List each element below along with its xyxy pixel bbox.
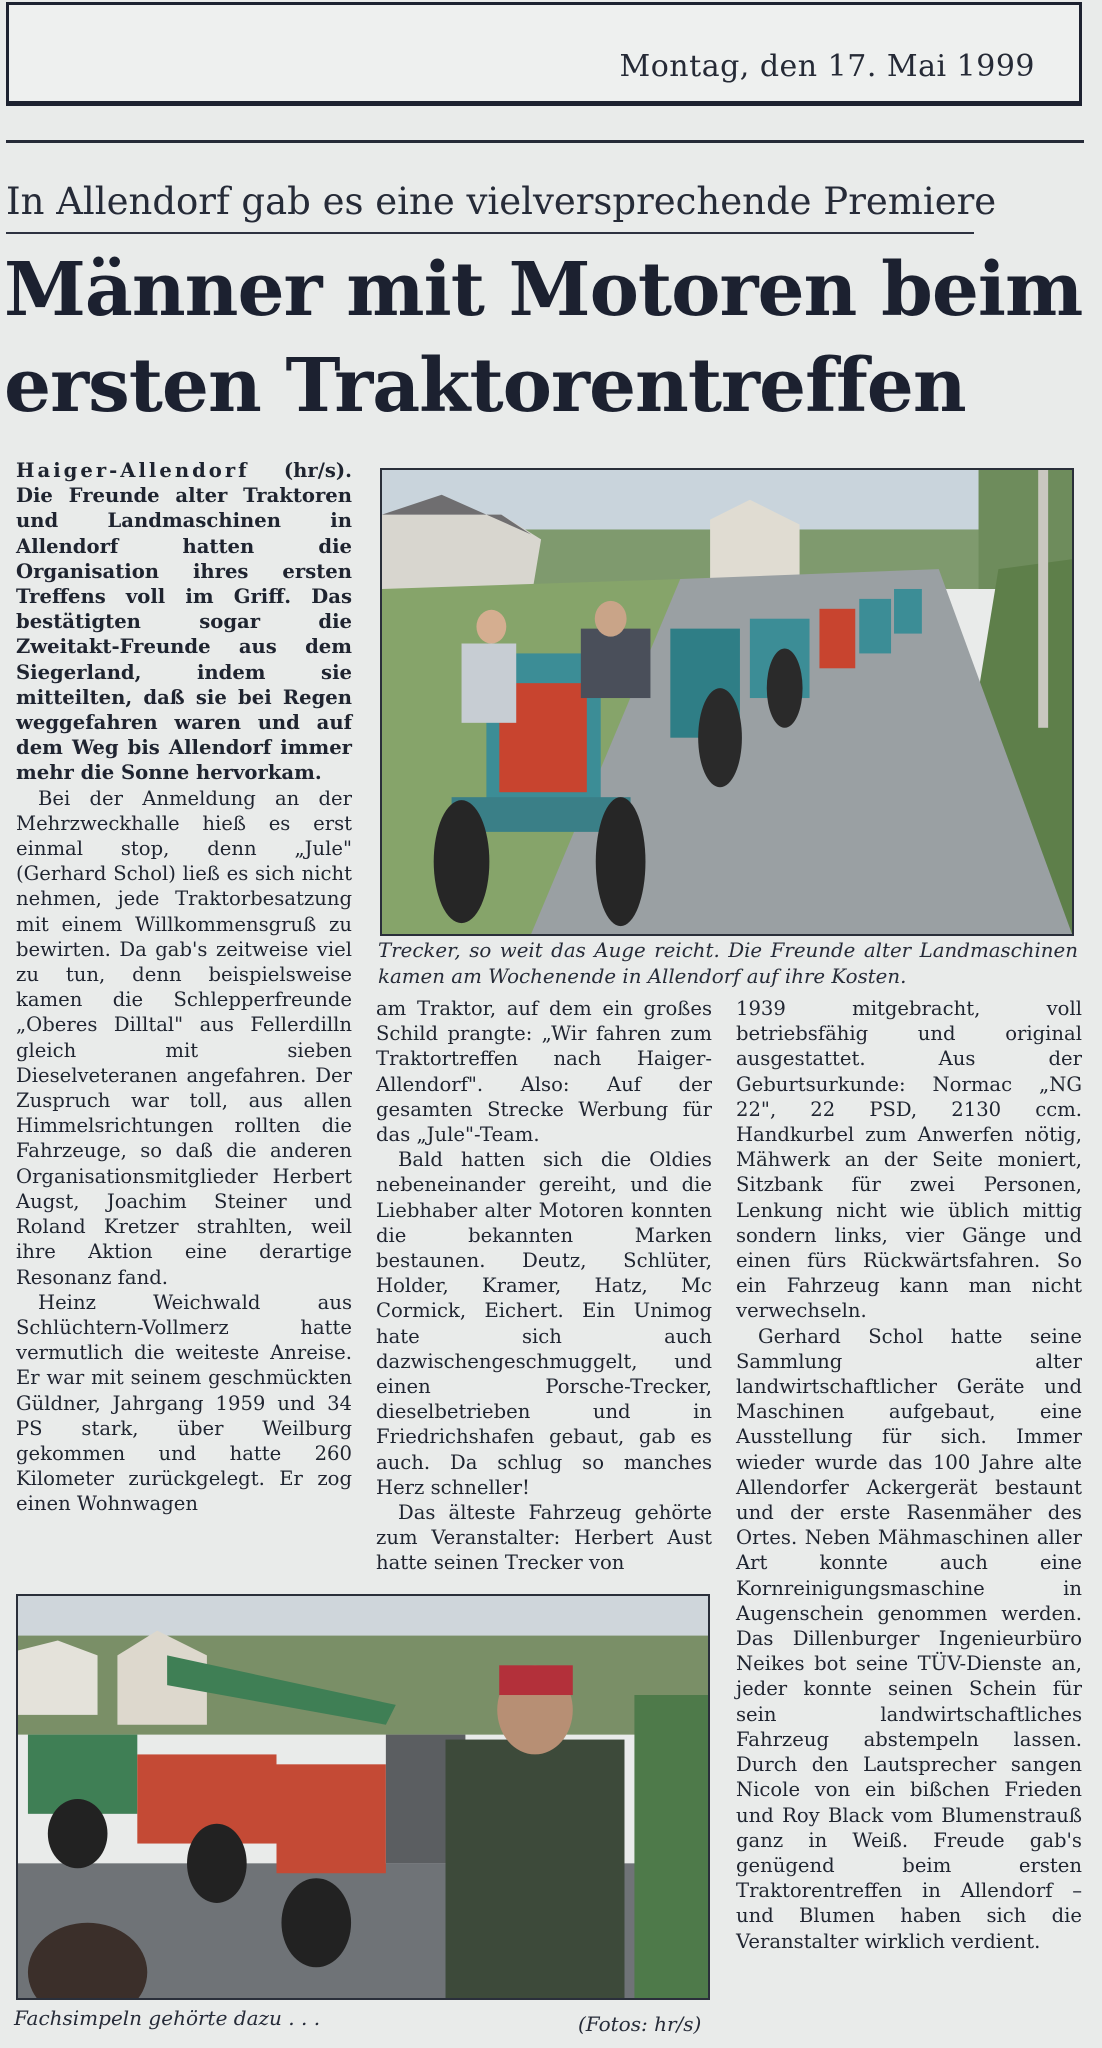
text-column-2 <box>376 996 712 1576</box>
tractor-lineup-image <box>18 1596 708 1998</box>
photo-tractor-lineup <box>16 1594 710 2000</box>
headline-line-2: ersten Traktorentreffen <box>4 343 966 429</box>
text-column-3 <box>736 996 1082 1954</box>
paragraph-1: Bei der Anmeldung an der Mehrzweckhalle hieß es erst einmal stop, denn „Jule" (Gerhard Schol) ließ es sich nicht nehmen, jede Traktorbesatzung mit einem Willkommensgruß zu bewirten. Da gab's zeitweise viel zu tun, denn beispielsweise kamen die Schlepperfreunde „Oberes Dilltal" aus Fellerdilln gleich mit sieben Dieselveteranen angefahren. Der Zuspruch war toll, aus allen Himmelsrichtungen rollten die Fahrzeuge, so daß die anderen Organisationsmitglieder Herbert Augst, Joachim Steiner und Roland Kretzer strahlten, weil ihre Aktion eine derartige Resonanz fand. <box>16 786 352 1289</box>
issue-date: Montag, den 17. Mai 1999 <box>619 49 1035 84</box>
photo-credit: (Fotos: hr/s) <box>578 2012 702 2036</box>
kicker-underline <box>6 232 974 234</box>
article-kicker: In Allendorf gab es eine vielversprechende Premiere <box>6 180 997 223</box>
lead-paragraph <box>16 458 352 786</box>
top-divider <box>6 140 1084 143</box>
article-headline <box>4 242 1098 434</box>
lead-text: (hr/s). Die Freunde alter Traktoren und Landmaschinen in Allendorf hatten die Organisation ihres ersten Treffens voll im Griff. Das bestätigten sogar die Zweitakt-Freunde aus dem Siegerland, indem sie mitteilten, daß sie bei Regen weggefahren waren und auf dem Weg bis Allendorf immer mehr die Sonne hervorkam. <box>16 459 352 785</box>
photo-tractor-convoy <box>380 468 1074 936</box>
text-column-1 <box>16 458 352 1517</box>
paragraph-2: Heinz Weichwald aus Schlüchtern-Vollmerz hatte vermutlich die weiteste Anreise. Er war mit seinem geschmückten Güldner, Jahrgang 1959 und 34 PS stark, über Weilburg gekommen und hatte 260 Kilometer zurückgelegt. Er zog einen Wohnwagen <box>16 1290 352 1516</box>
date-header-box <box>6 2 1082 106</box>
paragraph-3: am Traktor, auf dem ein großes Schild prangte: „Wir fahren zum Traktortreffen nach Haiger-Allendorf". Also: Auf der gesamten Strecke Werbung für das „Jule"-Team. <box>376 997 712 1147</box>
paragraph-4: Bald hatten sich die Oldies nebeneinander gereiht, und die Liebhaber alter Motoren konnten die bekannten Marken bestaunen. Deutz, Schlüter, Holder, Kramer, Hatz, Mc Cormick, Eichert. Ein Unimog hate sich auch dazwischengeschmuggelt, und einen Porsche-Trecker, dieselbetrieben und in Friedrichshafen gebaut, gab es auch. Da schlug so manches Herz schneller! <box>376 1148 712 1499</box>
paragraph-5: Das älteste Fahrzeug gehörte zum Veranstalter: Herbert Aust hatte seinen Trecker von <box>376 1501 712 1575</box>
dateline: Haiger-Allendorf <box>16 459 250 482</box>
photo-caption-1: Trecker, so weit das Auge reicht. Die Freunde alter Landmaschinen kamen am Wochenende in Allendorf auf ihre Kosten. <box>378 939 1078 988</box>
paragraph-6: 1939 mitgebracht, voll betriebsfähig und original ausgestattet. Aus der Geburtsurkunde: Normac „NG 22", 22 PSD, 2130 ccm. Handkurbel zum Anwerfen nötig, Mähwerk an der Seite moniert, Sitzbank für zwei Personen, Lenkung nicht wie üblich mittig sondern links, vier Gänge und einen fürs Rückwärtsfahren. So ein Fahrzeug kann man nicht verwechseln. <box>736 997 1082 1323</box>
tractor-convoy-image <box>382 470 1072 934</box>
headline-line-1: Männer mit Motoren beim <box>4 247 1083 333</box>
paragraph-7: Gerhard Schol hatte seine Sammlung alter landwirtschaftlicher Geräte und Maschinen aufgebaut, eine Ausstellung für sich. Immer wieder wurde das 100 Jahre alte Allendorfer Ackergerät bestaunt und der erste Rasenmäher des Ortes. Neben Mähmaschinen aller Art konnte auch eine Kornreinigungsmaschine in Augenschein genommen werden. Das Dillenburger Ingenieurbüro Neikes bot seine TÜV-Dienste an, jeder konnte seinen Schein für sein landwirtschaftliches Fahrzeug abstempeln lassen. Durch den Lautsprecher sangen Nicole von ein bißchen Frieden und Roy Black vom Blumenstrauß ganz in Weiß. Freude gab's genügend beim ersten Traktorentreffen in Allendorf – und Blumen haben sich die Veranstalter wirklich verdient. <box>736 1324 1082 1953</box>
photo-caption-2: Fachsimpeln gehörte dazu . . . <box>14 2006 321 2030</box>
